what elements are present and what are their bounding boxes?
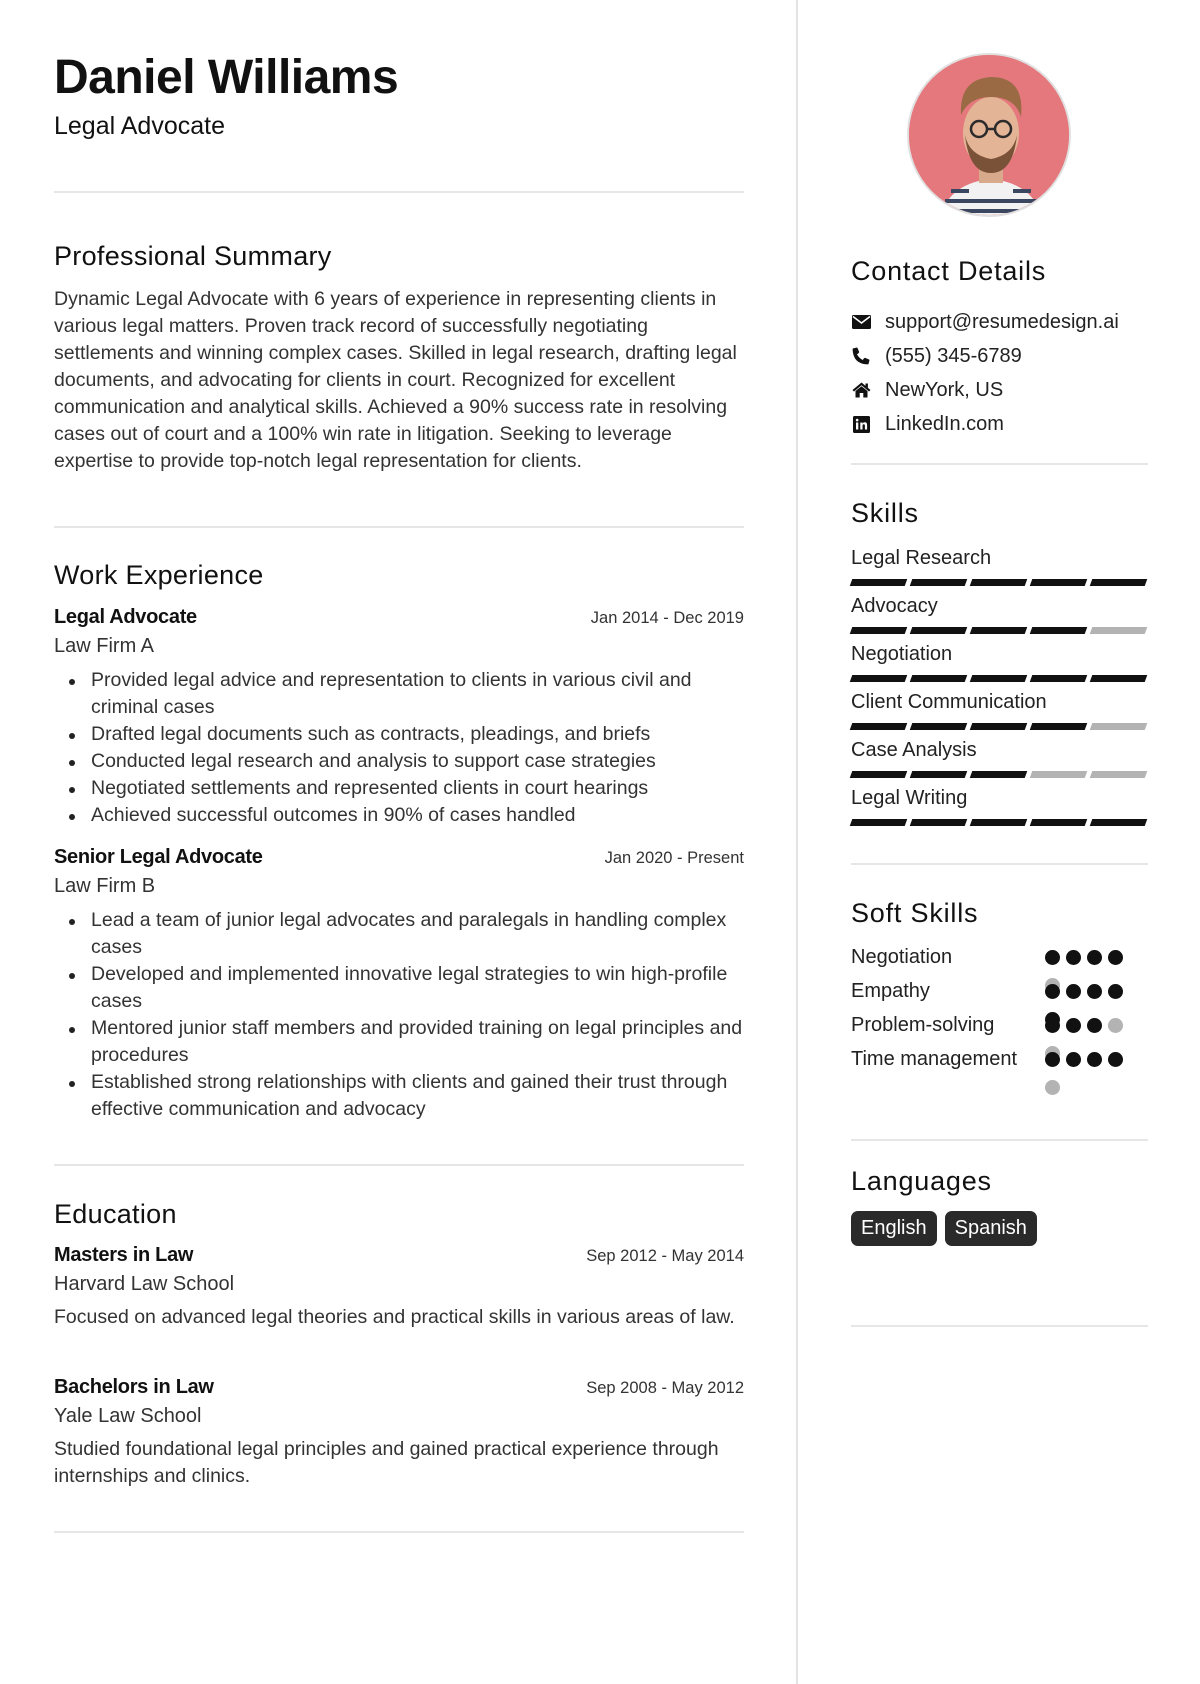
level-segment-filled <box>910 579 968 586</box>
level-segment-filled <box>1090 675 1148 682</box>
skill-name: Legal Writing <box>851 787 968 809</box>
rating-dot-filled <box>1045 1052 1060 1067</box>
skill-level-bar <box>851 819 1149 826</box>
rating-dot-filled <box>1066 1018 1081 1033</box>
languages-heading: Languages <box>851 1166 992 1196</box>
divider <box>851 463 1148 465</box>
rating-dot-filled <box>1066 1052 1081 1067</box>
soft-skills-heading: Soft Skills <box>851 898 979 928</box>
profile-photo <box>907 53 1071 217</box>
skill-item <box>851 546 1149 586</box>
rating-dot-filled <box>1087 1018 1102 1033</box>
contact-heading: Contact Details <box>851 256 1047 286</box>
education-description: Focused on advanced legal theories and practical skills in various areas of law. <box>54 1306 735 1328</box>
divider <box>851 863 1148 865</box>
job-dates: Jan 2014 - Dec 2019 <box>590 609 744 627</box>
contact-email[interactable] <box>851 305 1149 339</box>
soft-skill-item <box>851 978 1148 1005</box>
education-dates: Sep 2012 - May 2014 <box>586 1247 744 1265</box>
level-segment-filled <box>910 771 968 778</box>
soft-skill-item <box>851 1012 1148 1039</box>
skill-level-bar <box>851 771 1149 778</box>
soft-skill-item <box>851 1046 1148 1073</box>
divider <box>851 1325 1148 1327</box>
job-title: Senior Legal Advocate <box>54 846 263 868</box>
rating-dot-filled <box>1045 950 1060 965</box>
divider <box>54 526 744 528</box>
summary-heading: Professional Summary <box>54 241 332 271</box>
job-title: Legal Advocate <box>54 606 197 628</box>
education-description: Studied foundational legal principles and gained practical experience through internships and clinics. <box>54 1438 719 1487</box>
skill-name: Legal Research <box>851 547 992 569</box>
level-segment-filled <box>1030 723 1088 730</box>
contact-location <box>851 373 1149 407</box>
company-name: Law Firm B <box>54 875 156 897</box>
bullet-item: Drafted legal documents such as contracts, pleadings, and briefs <box>54 721 744 748</box>
rating-dot-filled <box>1108 1052 1123 1067</box>
candidate-name: Daniel Williams <box>54 51 399 104</box>
person-portrait-icon <box>909 55 1071 217</box>
rating-dot-filled <box>1108 984 1123 999</box>
skill-name: Negotiation <box>851 643 953 665</box>
level-segment-filled <box>850 579 908 586</box>
level-segment-empty <box>1090 723 1148 730</box>
skill-item <box>851 690 1149 730</box>
rating-dot-filled <box>1087 984 1102 999</box>
level-segment-filled <box>910 675 968 682</box>
rating-dot-filled <box>1066 984 1081 999</box>
languages-list <box>851 1211 1037 1246</box>
skill-name: Case Analysis <box>851 739 977 761</box>
divider <box>54 1164 744 1166</box>
home-icon <box>851 380 871 400</box>
level-segment-filled <box>1030 627 1088 634</box>
level-segment-filled <box>850 819 908 826</box>
bullet-item: Developed and implemented innovative legal strategies to win high-profile cases <box>54 961 744 1015</box>
experience-entry <box>54 846 744 1123</box>
degree-name: Masters in Law <box>54 1244 194 1266</box>
soft-skill-name: Time management <box>851 1048 1017 1070</box>
skill-level-bar <box>851 723 1149 730</box>
level-segment-filled <box>910 627 968 634</box>
job-dates: Jan 2020 - Present <box>604 849 744 867</box>
divider <box>851 1139 1148 1141</box>
rating-dot-filled <box>1087 950 1102 965</box>
linkedin-icon <box>851 414 871 434</box>
school-name: Yale Law School <box>54 1405 202 1427</box>
skill-item <box>851 738 1149 778</box>
soft-skills-list <box>851 944 1149 1104</box>
candidate-title: Legal Advocate <box>54 112 225 140</box>
level-segment-empty <box>1030 771 1088 778</box>
skills-list <box>851 546 1149 834</box>
education-heading: Education <box>54 1199 177 1229</box>
language-tag: English <box>851 1211 937 1246</box>
soft-skill-item <box>851 944 1148 971</box>
level-segment-filled <box>970 627 1028 634</box>
experience-heading: Work Experience <box>54 560 264 590</box>
rating-dot-empty <box>1108 1018 1123 1033</box>
contact-phone-text: (555) 345-6789 <box>885 344 1022 367</box>
bullet-item: Achieved successful outcomes in 90% of cases handled <box>54 802 744 829</box>
job-bullets <box>54 907 744 1123</box>
rating-dot-empty <box>1045 1080 1060 1095</box>
school-name: Harvard Law School <box>54 1273 235 1295</box>
soft-skill-name: Empathy <box>851 980 930 1002</box>
contact-list <box>851 305 1149 441</box>
phone-icon <box>851 346 871 366</box>
skill-level-bar <box>851 579 1149 586</box>
level-segment-filled <box>970 723 1028 730</box>
rating-dot-filled <box>1045 984 1060 999</box>
level-segment-filled <box>970 579 1028 586</box>
level-segment-filled <box>970 771 1028 778</box>
level-segment-filled <box>850 675 908 682</box>
bullet-item: Lead a team of junior legal advocates and paralegals in handling complex cases <box>54 907 744 961</box>
skill-name: Client Communication <box>851 691 1047 713</box>
level-segment-filled <box>1090 579 1148 586</box>
level-segment-filled <box>850 627 908 634</box>
level-segment-filled <box>970 819 1028 826</box>
degree-name: Bachelors in Law <box>54 1376 214 1398</box>
education-entry <box>54 1244 744 1331</box>
bullet-item: Established strong relationships with clients and gained their trust through effective communication and advocacy <box>54 1069 744 1123</box>
rating-dot-filled <box>1108 950 1123 965</box>
contact-email-text: support@resumedesign.ai <box>885 310 1119 333</box>
level-segment-empty <box>1090 627 1148 634</box>
skill-level-bar <box>851 675 1149 682</box>
envelope-icon <box>851 312 871 332</box>
level-segment-empty <box>1090 771 1148 778</box>
soft-skill-name: Negotiation <box>851 946 953 968</box>
bullet-item: Mentored junior staff members and provided training on legal principles and procedures <box>54 1015 744 1069</box>
bullet-item: Negotiated settlements and represented clients in court hearings <box>54 775 744 802</box>
bullet-item: Conducted legal research and analysis to support case strategies <box>54 748 744 775</box>
education-dates: Sep 2008 - May 2012 <box>586 1379 744 1397</box>
level-segment-filled <box>910 819 968 826</box>
skill-name: Advocacy <box>851 595 938 617</box>
rating-dot-filled <box>1045 1018 1060 1033</box>
summary-text: Dynamic Legal Advocate with 6 years of experience in representing clients in various legal matters. Proven track record of successfully negotiating settlements and winning complex cases. Skilled in legal research, drafting legal documents, and advocating for clients in court. Recognized for excellent communication and analytical skills. Achieved a 90% success rate in resolving cases out of court and a 100% win rate in litigation. Seeking to leverage expertise to provide top-notch legal representation for clients. <box>54 288 737 472</box>
job-bullets <box>54 667 744 829</box>
skill-item <box>851 642 1149 682</box>
column-divider <box>796 0 798 1684</box>
company-name: Law Firm A <box>54 635 155 657</box>
skill-item <box>851 786 1149 826</box>
contact-linkedin[interactable] <box>851 407 1149 441</box>
level-segment-filled <box>850 771 908 778</box>
contact-phone[interactable] <box>851 339 1149 373</box>
level-segment-filled <box>1030 675 1088 682</box>
contact-location-text: NewYork, US <box>885 378 1004 401</box>
skills-heading: Skills <box>851 498 919 528</box>
level-segment-filled <box>1030 579 1088 586</box>
contact-linkedin-text: LinkedIn.com <box>885 412 1004 435</box>
level-segment-filled <box>910 723 968 730</box>
skill-item <box>851 594 1149 634</box>
divider <box>54 191 744 193</box>
soft-skill-name: Problem-solving <box>851 1014 995 1036</box>
level-segment-filled <box>1090 819 1148 826</box>
level-segment-filled <box>1030 819 1088 826</box>
divider <box>54 1531 744 1533</box>
rating-dot-filled <box>1087 1052 1102 1067</box>
bullet-item: Provided legal advice and representation to clients in various civil and criminal cases <box>54 667 744 721</box>
level-segment-filled <box>850 723 908 730</box>
level-segment-filled <box>970 675 1028 682</box>
education-entry <box>54 1376 744 1490</box>
rating-dot-filled <box>1066 950 1081 965</box>
experience-entry <box>54 606 744 829</box>
skill-level-bar <box>851 627 1149 634</box>
language-tag: Spanish <box>945 1211 1037 1246</box>
